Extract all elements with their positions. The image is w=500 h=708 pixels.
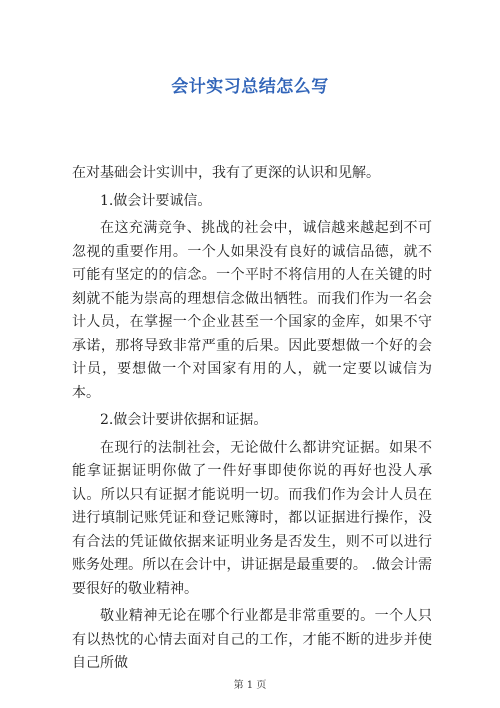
- paragraph-heading-integrity: 1.做会计要诚信。: [100, 192, 212, 209]
- paragraph-integrity-body: 在这充满竞争、挑战的社会中，诚信越来越起到不可忽视的重要作用。一个人如果没有良好的诚信品德，就不可能有坚定的的信念。一个平时不将信用的人在关键的时刻就不能为崇高的理想信念做出牺牲。而我们作为一名会计人员，在掌握一个企业甚至一个国家的金库，如果不守承诺，那将导致非常严重的后果。因此要想做一个好的会计员，要想做一个对国家有用的人，就一定要以诚信为本。: [72, 220, 432, 401]
- page-number: 第 1 页: [233, 680, 267, 691]
- document-body: [72, 162, 432, 680]
- page-title: 会计实习总结怎么写: [171, 77, 329, 97]
- paragraph-evidence-body: 在现行的法制社会，无论做什么都讲究证据。如果不能拿证据证明你做了一件好事即使你说的再好也没人承认。所以只有证据才能说明一切。而我们作为会计人员在进行填制记账凭证和登记账簿时，都以证据进行操作，没有合法的凭证做依据来证明业务是否发生，则不可以进行账务处理。所以在会计中，讲证据是最重要的。 .做会计需要很好的敬业精神。: [72, 439, 432, 597]
- paragraph-dedication-body: 敬业精神无论在哪个行业都是非常重要的。一个人只有以热忱的心情去面对自己的工作，才能不断的进步并使自己所做: [72, 608, 432, 671]
- paragraph-intro: 在对基础会计实训中，我有了更深的认识和见解。: [72, 165, 380, 181]
- paragraph-heading-evidence: 2.做会计要讲依据和证据。: [100, 412, 268, 428]
